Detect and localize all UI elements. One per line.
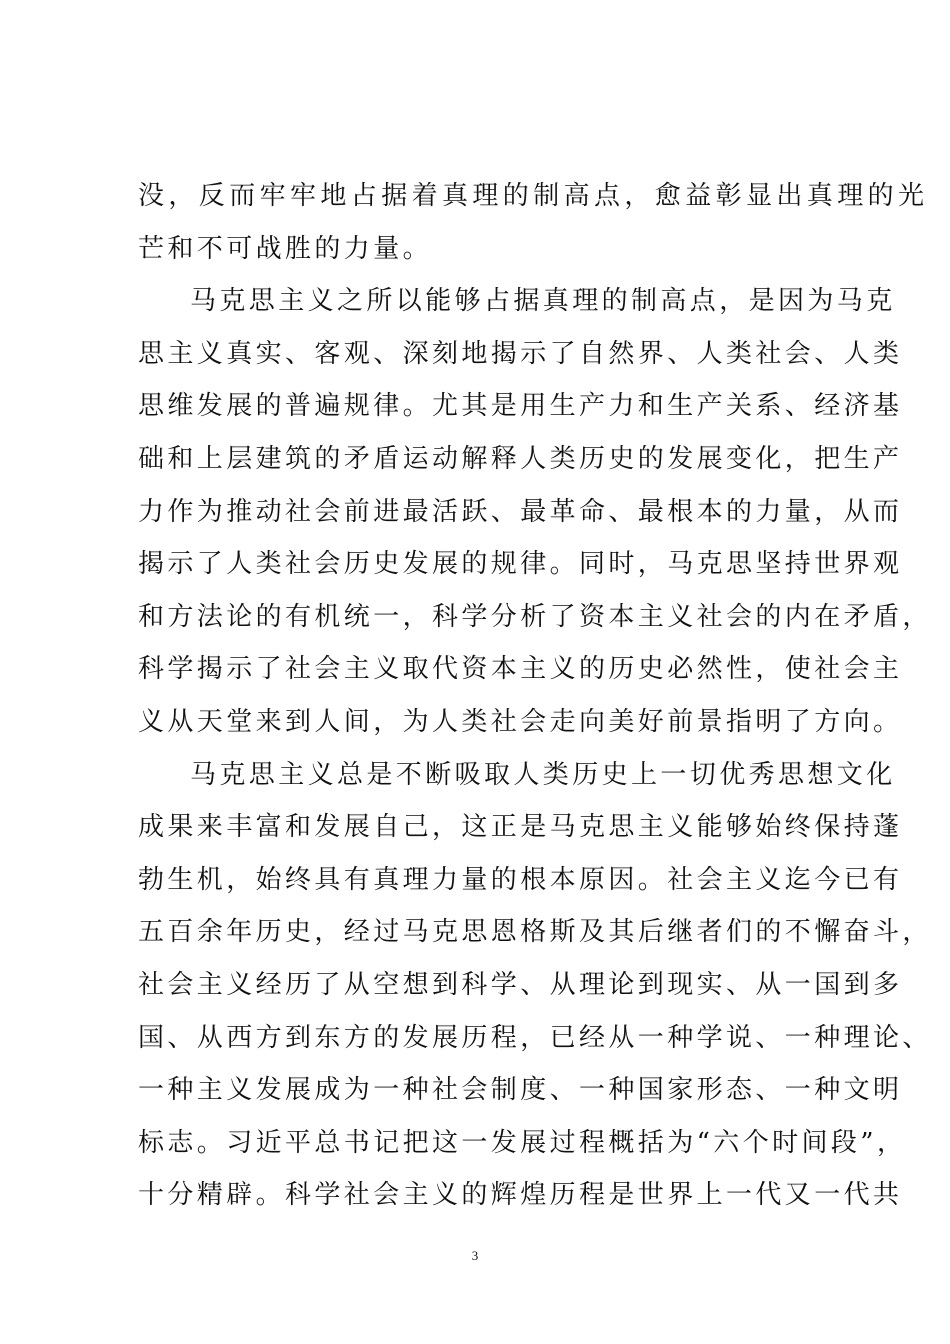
text-line: 思主义真实、客观、深刻地揭示了自然界、人类社会、人类 [138,338,903,369]
text-line: 国、从西方到东方的发展历程，已经从一种学说、一种理论、 [138,1022,932,1053]
text-line: 十分精辟。科学社会主义的辉煌历程是世界上一代又一代共 [138,1180,903,1211]
page-number: 3 [471,1248,479,1263]
text-line: 础和上层建筑的矛盾运动解释人类历史的发展变化，把生产 [138,443,903,474]
text-line: 标志。习近平总书记把这一发展过程概括为“六个时间段”， [138,1127,907,1158]
text-line: 成果来丰富和发展自己，这正是马克思主义能够始终保持蓬 [138,812,903,843]
text-line: 马克思主义之所以能够占据真理的制高点，是因为马克 [190,286,896,317]
body-text [138,176,932,1228]
text-line: 没，反而牢牢地占据着真理的制高点，愈益彰显出真理的光 [138,181,929,211]
text-line: 和方法论的有机统一，科学分析了资本主义社会的内在矛盾， [138,601,932,632]
text-line: 思维发展的普遍规律。尤其是用生产力和生产关系、经济基 [138,391,903,422]
text-line: 义从天堂来到人间，为人类社会走向美好前景指明了方向。 [138,706,903,737]
text-line: 芒和不可战胜的力量。 [138,233,433,264]
text-line: 一种主义发展成为一种社会制度、一种国家形态、一种文明 [138,1075,903,1106]
text-line: 马克思主义总是不断吸取人类历史上一切优秀思想文化 [190,759,896,790]
text-line: 社会主义经历了从空想到科学、从理论到现实、从一国到多 [138,969,903,1000]
text-line: 力作为推动社会前进最活跃、最革命、最根本的力量，从而 [138,496,903,527]
text-line: 五百余年历史，经过马克思恩格斯及其后继者们的不懈奋斗， [138,917,932,948]
text-line: 揭示了人类社会历史发展的规律。同时，马克思坚持世界观 [138,549,903,580]
text-line: 科学揭示了社会主义取代资本主义的历史必然性，使社会主 [138,654,903,685]
text-line: 勃生机，始终具有真理力量的根本原因。社会主义迄今已有 [138,864,903,895]
